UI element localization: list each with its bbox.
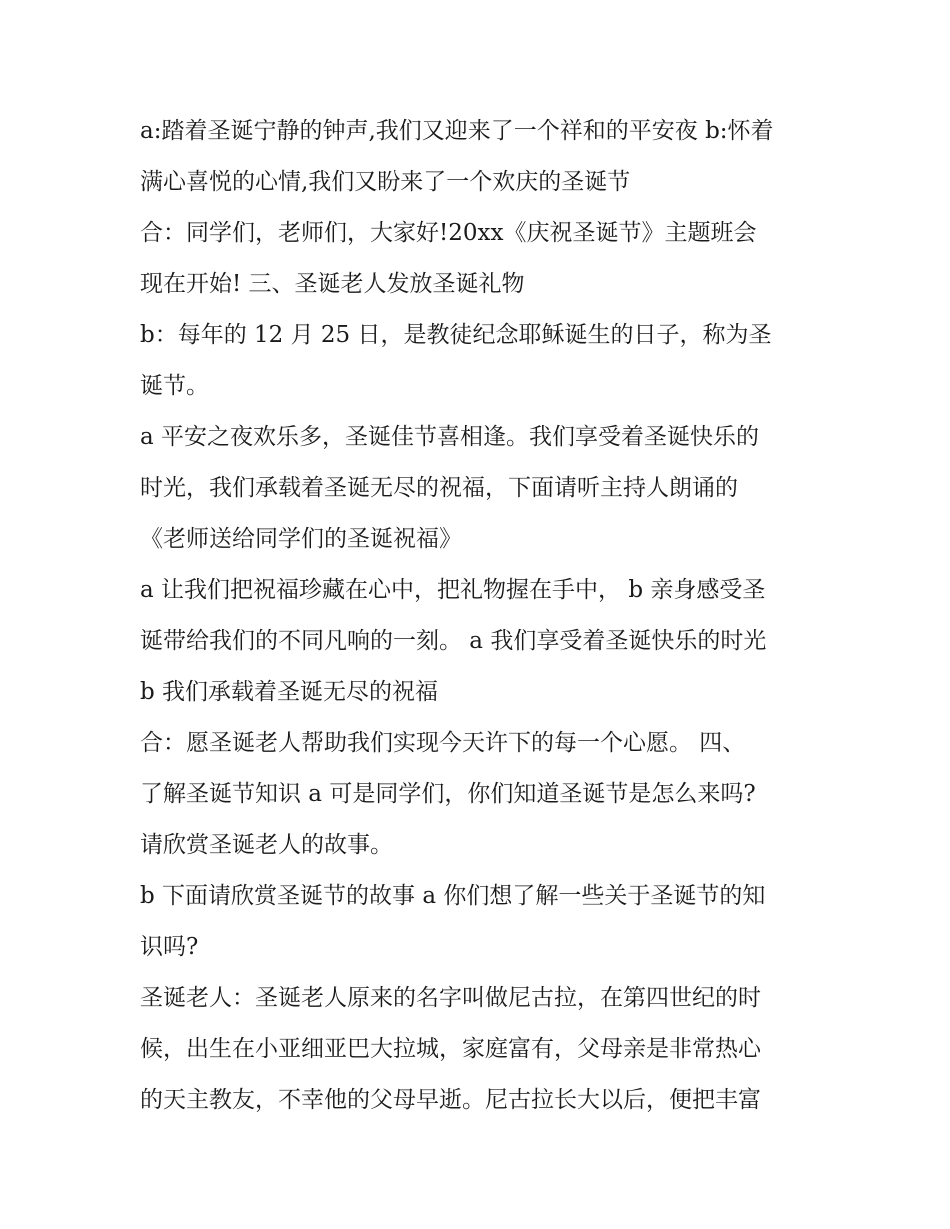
text-line: 《老师送给同学们的圣诞祝福》 [140, 526, 462, 552]
text-line: 的天主教友，不幸他的父母早逝。尼古拉长大以后，便把丰富 [140, 1087, 761, 1113]
text-line: 现在开始! 三、圣诞老人发放圣诞礼物 [140, 271, 525, 297]
text-line: b 下面请欣赏圣诞节的故事 a 你们想了解一些关于圣诞节的知 [140, 883, 766, 909]
text-line: 满心喜悦的心情,我们又盼来了一个欢庆的圣诞节 [140, 169, 631, 195]
text-line: 了解圣诞节知识 a 可是同学们，你们知道圣诞节是怎么来吗? [140, 781, 756, 807]
text-line: 识吗? [140, 934, 199, 960]
text-line: 请欣赏圣诞老人的故事。 [140, 832, 393, 858]
text-line: 时光，我们承载着圣诞无尽的祝福，下面请听主持人朗诵的 [140, 475, 738, 501]
text-line: a 平安之夜欢乐多，圣诞佳节喜相逢。我们享受着圣诞快乐的 [140, 424, 760, 450]
text-line: 合：同学们，老师们，大家好!20xx《庆祝圣诞节》主题班会 [140, 220, 757, 246]
text-line: 诞带给我们的不同凡响的一刻。 a 我们享受着圣诞快乐的时光 [140, 628, 767, 654]
text-line: b：每年的 12 月 25 日，是教徒纪念耶稣诞生的日子，称为圣 [140, 322, 772, 348]
text-line: 候，出生在小亚细亚巴大拉城，家庭富有，父母亲是非常热心 [140, 1036, 761, 1062]
text-line: 诞节。 [140, 373, 209, 399]
text-line: 合：愿圣诞老人帮助我们实现今天许下的每一个心愿。 四、 [140, 730, 746, 756]
text-line: a:踏着圣诞宁静的钟声,我们又迎来了一个祥和的平安夜 b:怀着 [140, 118, 774, 144]
text-line: b 我们承载着圣诞无尽的祝福 [140, 679, 439, 705]
document-body [140, 106, 820, 1126]
text-line: a 让我们把祝福珍藏在心中，把礼物握在手中， b 亲身感受圣 [140, 577, 766, 603]
text-line: 圣诞老人：圣诞老人原来的名字叫做尼古拉，在第四世纪的时 [140, 985, 761, 1011]
